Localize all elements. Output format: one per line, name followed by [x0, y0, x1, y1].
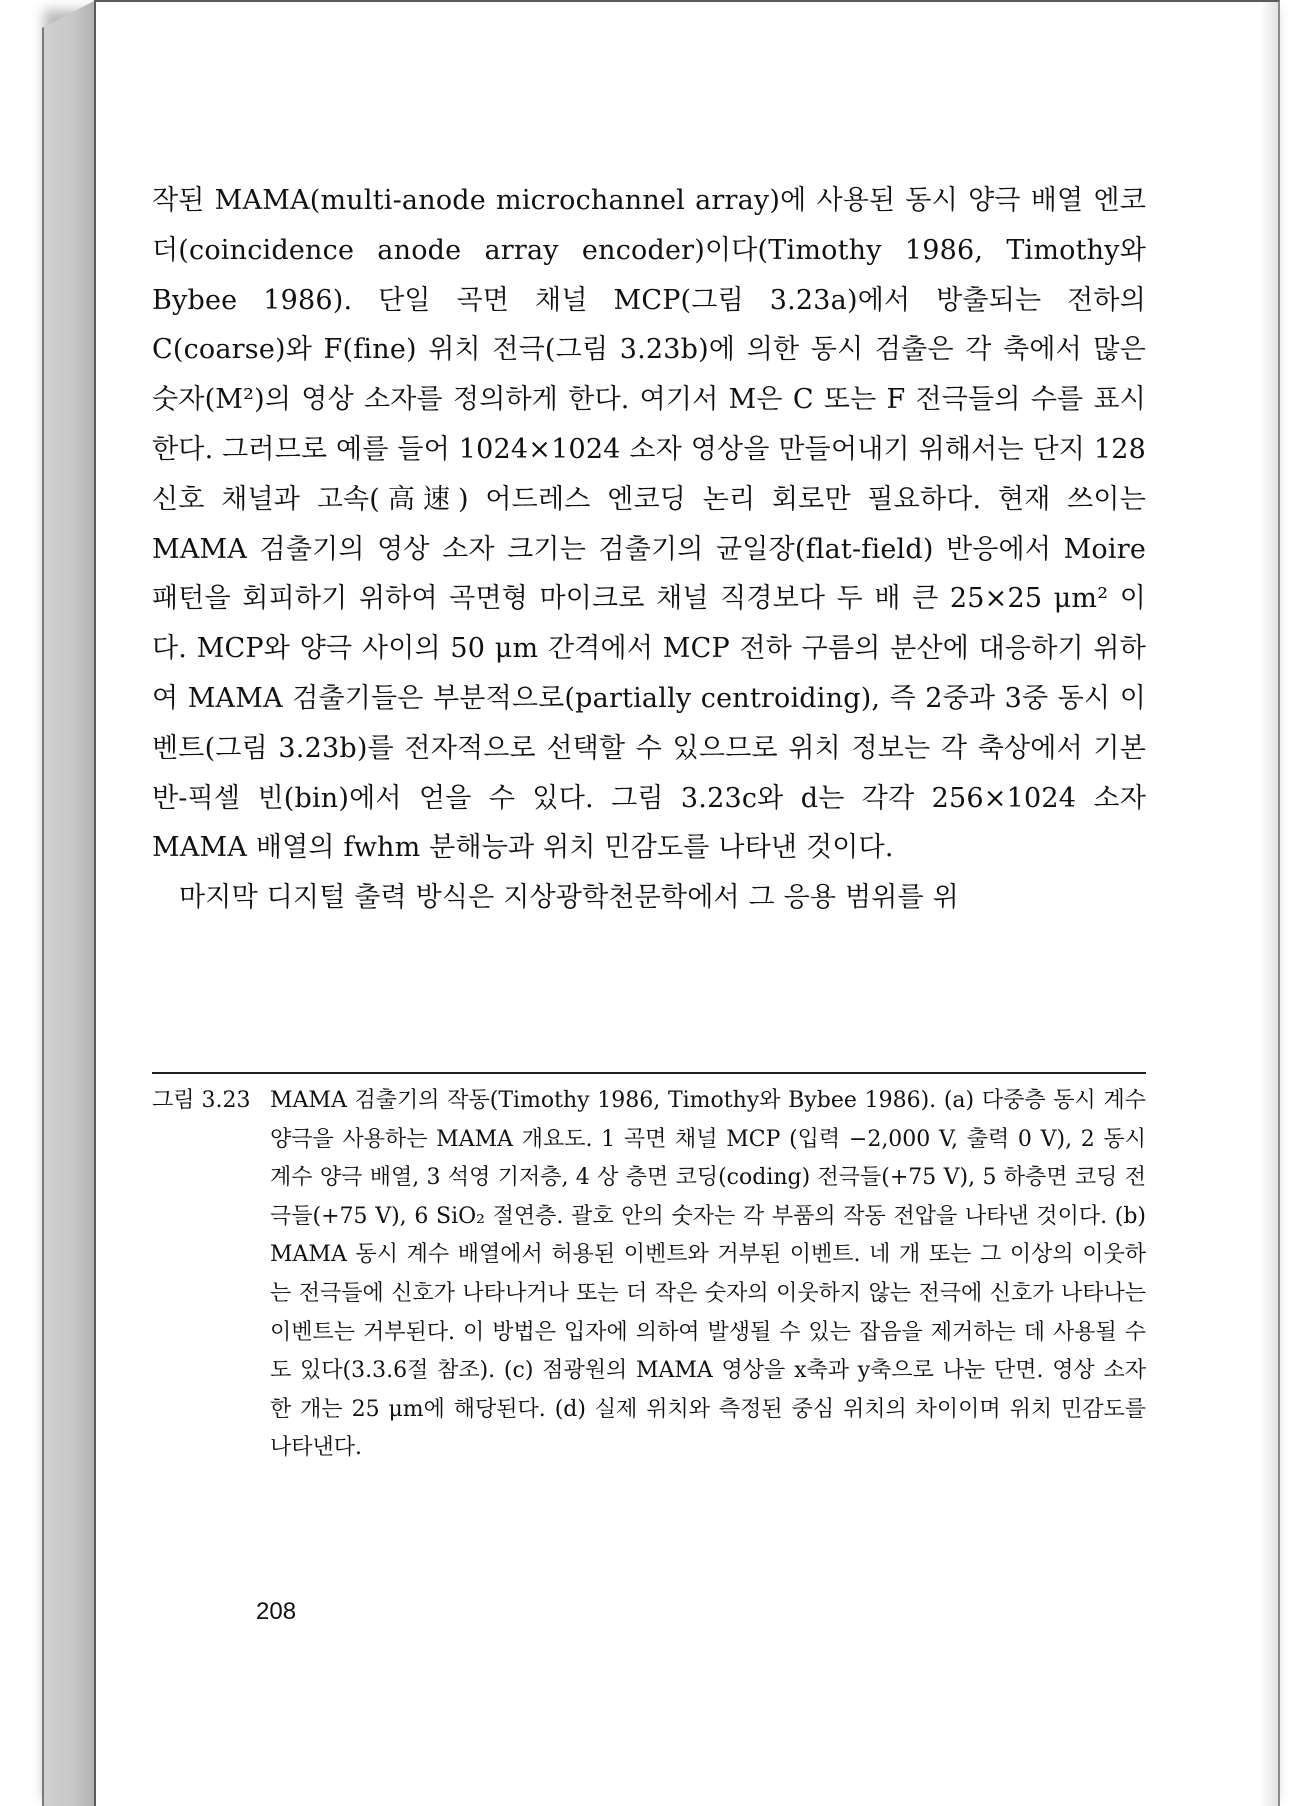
body-text	[152, 176, 1146, 923]
page-edge-shade	[1260, 2, 1278, 1806]
caption-label: 그림 3.23	[152, 1088, 251, 1113]
caption-text: MAMA 검출기의 작동(Timothy 1986, Timothy와 Bybee 1986). (a) 다중층 동시 계수 양극을 사용하는 MAMA 개요도. 1 곡면 채널 MCP (입력 −2,000 V, 출력 0 V), 2 동시 계수 양극 배열, 3 석영 기저층, 4 상 층면 코딩(coding) 전극들(+75 V), 5 하층면 코딩 전극들(+75 V), 6 SiO₂ 절연층. 괄호 안의 숫자는 각 부품의 작동 전압을 나타낸 것이다. (b) MAMA 동시 계수 배열에서 허용된 이벤트와 거부된 이벤트. 네 개 또는 그 이상의 이웃하는 전극들에 신호가 나타나거나 또는 더 작은 숫자의 이웃하지 않는 전극에 신호가 나타나는 이벤트는 거부된다. 이 방법은 입자에 의하여 발생될 수 있는 잡음을 제거하는 데 사용될 수도 있다(3.3.6절 참조). (c) 점광원의 MAMA 영상을 x축과 y축으로 나눈 단면. 영상 소자 한 개는 25 μm에 해당된다. (d) 실제 위치와 측정된 중심 위치의 차이이며 위치 민감도를 나타낸다.	[270, 1088, 1146, 1461]
page-number: 208	[256, 1598, 297, 1625]
body-paragraph-1: 작된 MAMA(multi-anode microchannel array)에 사용된 동시 양극 배열 엔코더(coincidence anode array encoder)이다(Timothy 1986, Timothy와 Bybee 1986). 단일 곡면 채널 MCP(그림 3.23a)에서 방출되는 전하의 C(coarse)와 F(fine) 위치 전극(그림 3.23b)에 의한 동시 검출은 각 축에서 많은 숫자(M²)의 영상 소자를 정의하게 한다. 여기서 M은 C 또는 F 전극들의 수를 표시한다. 그러므로 예를 들어 1024×1024 소자 영상을 만들어내기 위해서는 단지 128 신호 채널과 고속(高速) 어드레스 엔코딩 논리 회로만 필요하다. 현재 쓰이는 MAMA 검출기의 영상 소자 크기는 검출기의 균일장(flat-field) 반응에서 Moire 패턴을 회피하기 위하여 곡면형 마이크로 채널 직경보다 두 배 큰 25×25 μm² 이다. MCP와 양극 사이의 50 μm 간격에서 MCP 전하 구름의 분산에 대응하기 위하여 MAMA 검출기들은 부분적으로(partially centroiding), 즉 2중과 3중 동시 이벤트(그림 3.23b)를 전자적으로 선택할 수 있으므로 위치 정보는 각 축상에서 기본 반-픽셀 빈(bin)에서 얻을 수 있다. 그림 3.23c와 d는 각각 256×1024 소자 MAMA 배열의 fwhm 분해능과 위치 민감도를 나타낸 것이다.	[152, 185, 1146, 864]
footnote-divider	[152, 1072, 1146, 1074]
book-spine	[42, 0, 96, 1806]
body-paragraph-2: 마지막 디지털 출력 방식은 지상광학천문학에서 그 응용 범위를 위	[179, 882, 959, 914]
figure-caption	[152, 1082, 1146, 1468]
